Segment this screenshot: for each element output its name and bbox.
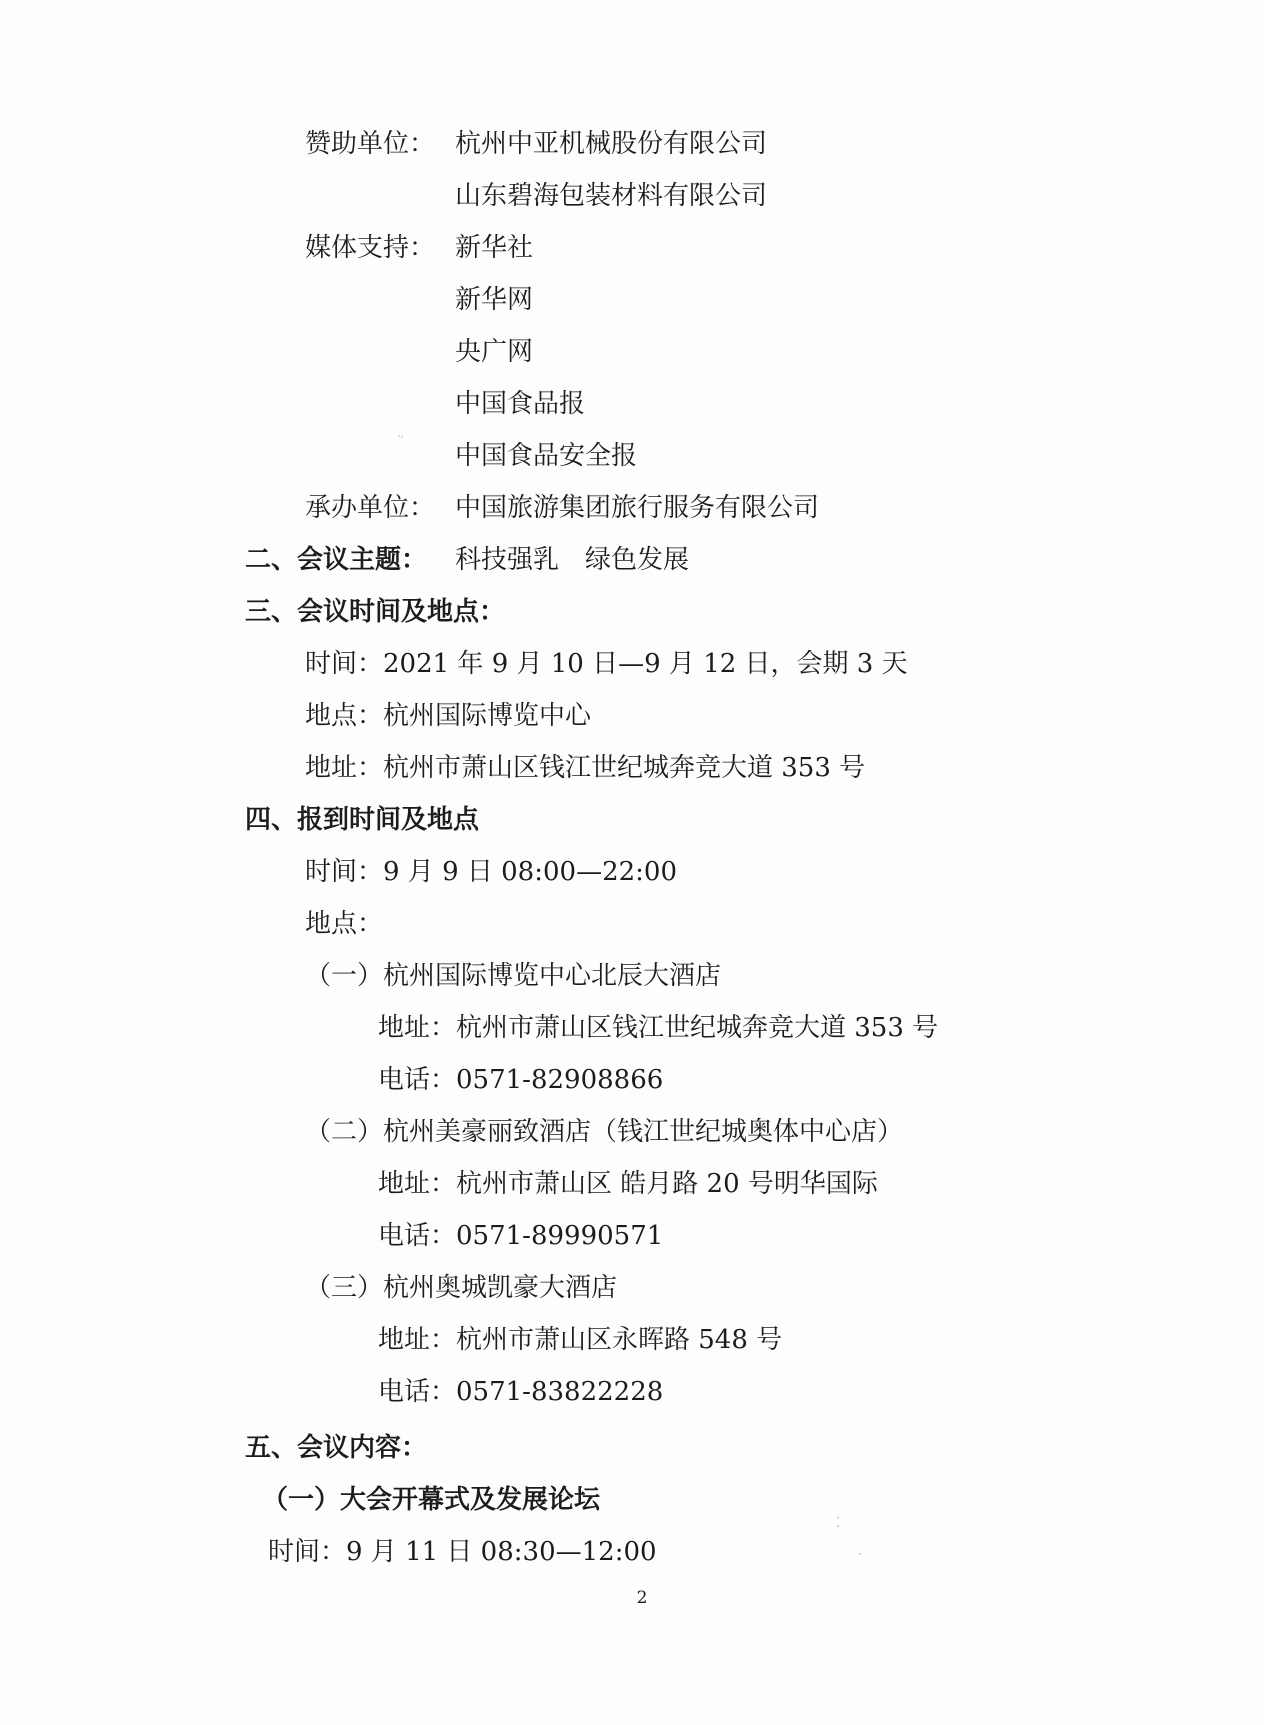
section-5-sub-heading: （一）大会开幕式及发展论坛 [262, 1485, 601, 1515]
sponsor-1: 杭州中亚机械股份有限公司 [455, 129, 768, 159]
sponsor-label: 赞助单位： [305, 129, 436, 159]
hotel-3-name: （三）杭州奥城凯豪大酒店 [305, 1273, 618, 1303]
scan-speck: ˏ [858, 1540, 863, 1556]
section-2-heading: 二、会议主题： [245, 545, 428, 575]
section-4-place-label: 地点： [305, 909, 384, 939]
hotel-2-name: （二）杭州美豪丽致酒店（钱江世纪城奥体中心店） [305, 1117, 904, 1147]
page-number: 2 [636, 1588, 648, 1608]
media-4: 中国食品报 [455, 389, 586, 419]
section-3-time: 时间：2021 年 9 月 10 日—9 月 12 日，会期 3 天 [305, 649, 908, 679]
section-3-address: 地址：杭州市萧山区钱江世纪城奔竞大道 353 号 [305, 753, 866, 783]
section-4-time: 时间：9 月 9 日 08:00—22:00 [305, 857, 677, 887]
section-3-heading: 三、会议时间及地点： [245, 597, 506, 627]
section-3-place: 地点：杭州国际博览中心 [305, 701, 592, 731]
hotel-1-address: 地址：杭州市萧山区钱江世纪城奔竞大道 353 号 [378, 1013, 939, 1043]
media-2: 新华网 [455, 285, 534, 315]
media-1: 新华社 [455, 233, 534, 263]
section-5-heading: 五、会议内容： [245, 1433, 428, 1463]
section-5-time: 时间：9 月 11 日 08:30—12:00 [268, 1537, 657, 1567]
hotel-3-address: 地址：杭州市萧山区永晖路 548 号 [378, 1325, 783, 1355]
scan-speck: ᵕ [398, 430, 404, 446]
section-2-text: 科技强乳 绿色发展 [455, 545, 690, 575]
scan-speck: ⁚ [836, 1515, 841, 1531]
section-4-heading: 四、报到时间及地点 [245, 805, 480, 835]
hotel-3-phone: 电话：0571-83822228 [378, 1377, 664, 1407]
undertaker-name: 中国旅游集团旅行服务有限公司 [455, 493, 820, 523]
media-5: 中国食品安全报 [455, 441, 638, 471]
hotel-1-phone: 电话：0571-82908866 [378, 1065, 664, 1095]
hotel-2-phone: 电话：0571-89990571 [378, 1221, 664, 1251]
media-label: 媒体支持： [305, 233, 436, 263]
hotel-2-address: 地址：杭州市萧山区 皓月路 20 号明华国际 [378, 1169, 878, 1199]
sponsor-2: 山东碧海包装材料有限公司 [455, 181, 768, 211]
undertaker-label: 承办单位： [305, 493, 436, 523]
media-3: 央广网 [455, 337, 534, 367]
hotel-1-name: （一）杭州国际博览中心北辰大酒店 [305, 961, 722, 991]
